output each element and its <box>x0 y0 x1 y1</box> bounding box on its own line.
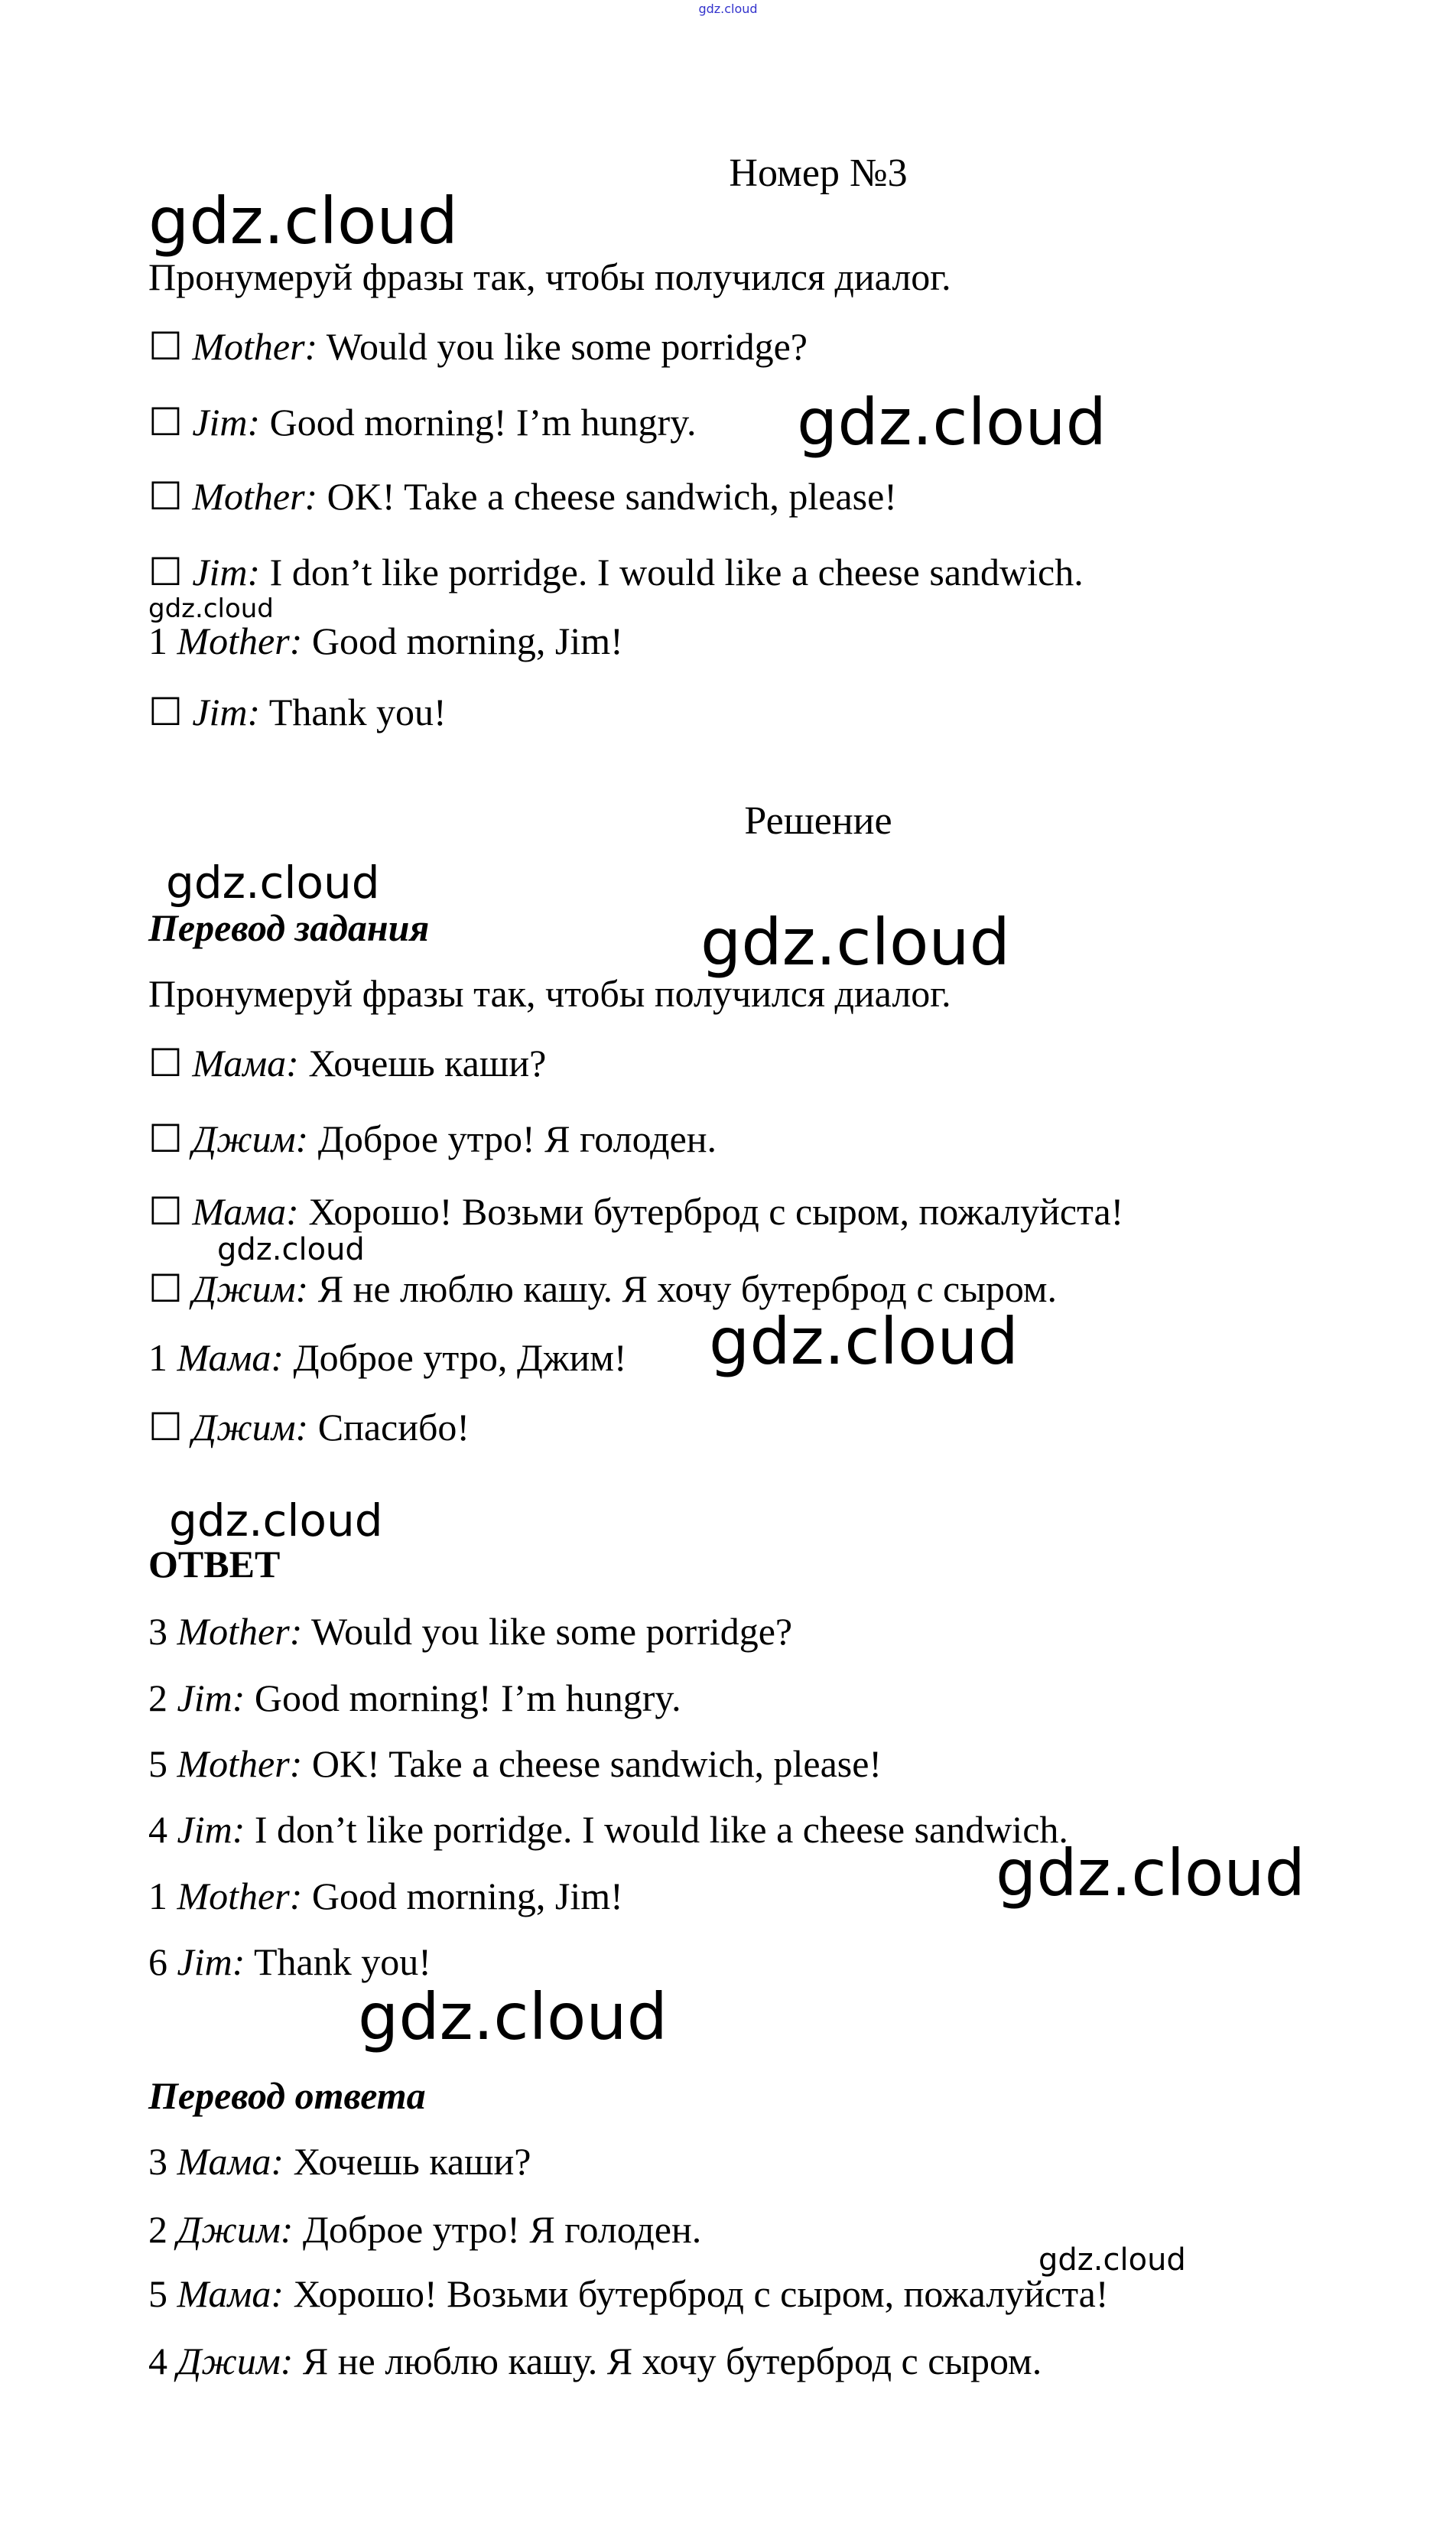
watermark: gdz.cloud <box>797 385 1107 460</box>
line-text: I don’t like porridge. I would like a cheese sandwich. <box>254 1808 1068 1851</box>
dialogue-line <box>148 2138 531 2184</box>
speaker-name: Мама: <box>192 1190 299 1233</box>
line-marker: ☐ <box>148 325 183 368</box>
speaker-name: Джим: <box>192 1267 309 1310</box>
dialogue-line <box>148 1741 882 1787</box>
dialogue-line <box>148 1675 681 1721</box>
dialogue-line <box>148 2271 1109 2317</box>
line-marker: 4 <box>148 2340 167 2382</box>
speaker-name: Мама: <box>177 2140 284 2183</box>
line-text: Я не люблю кашу. Я хочу бутерброд с сыром. <box>317 1267 1058 1310</box>
line-text: Доброе утро! Я голоден. <box>317 1117 717 1160</box>
line-text: Thank you! <box>268 691 447 733</box>
dialogue-line <box>148 1040 546 1086</box>
speaker-name: Jim: <box>177 1676 245 1719</box>
watermark: gdz.cloud <box>700 905 1010 980</box>
watermark: gdz.cloud <box>169 1494 383 1546</box>
dialogue-line <box>148 473 897 519</box>
line-text: Доброе утро, Джим! <box>293 1336 627 1379</box>
speaker-name: Mother: <box>177 1742 303 1785</box>
dialogue-line <box>148 1608 792 1654</box>
speaker-name: Mother: <box>192 475 318 518</box>
line-text: Good morning! I’m hungry. <box>269 401 697 444</box>
dialogue-line <box>148 399 696 445</box>
line-marker: 2 <box>148 1676 167 1719</box>
line-marker: ☐ <box>148 1042 183 1085</box>
speaker-name: Мама: <box>192 1042 299 1085</box>
watermark: gdz.cloud <box>996 1836 1305 1911</box>
line-text: OK! Take a cheese sandwich, please! <box>327 475 897 518</box>
line-text: Спасибо! <box>317 1406 470 1449</box>
speaker-name: Jim: <box>192 551 261 593</box>
watermark: gdz.cloud <box>148 184 458 259</box>
task-instruction: Пронумеруй фразы так, чтобы получился диалог. <box>148 255 951 298</box>
watermark: gdz.cloud <box>709 1304 1019 1379</box>
line-text: Good morning, Jim! <box>311 619 623 662</box>
line-marker: 1 <box>148 619 167 662</box>
speaker-name: Jim: <box>192 691 261 733</box>
line-text: Хочешь каши? <box>293 2140 531 2183</box>
speaker-name: Jim: <box>192 401 261 444</box>
speaker-name: Jim: <box>177 1940 245 1983</box>
speaker-name: Jim: <box>177 1808 245 1851</box>
line-marker: ☐ <box>148 475 183 518</box>
task-translation-heading: Перевод задания <box>148 906 430 949</box>
speaker-name: Мама: <box>177 2272 284 2315</box>
line-marker: 1 <box>148 1875 167 1917</box>
line-marker: ☐ <box>148 401 183 444</box>
line-marker: ☐ <box>148 1190 183 1233</box>
speaker-name: Mother: <box>177 1875 303 1917</box>
line-marker: 5 <box>148 2272 167 2315</box>
watermark: gdz.cloud <box>166 857 380 909</box>
dialogue-line <box>148 1116 717 1162</box>
speaker-name: Mother: <box>177 619 303 662</box>
line-text: Хочешь каши? <box>308 1042 547 1085</box>
solution-title: Решение <box>744 799 892 843</box>
line-text: Would you like some porridge? <box>310 1610 793 1653</box>
line-marker: 4 <box>148 1808 167 1851</box>
dialogue-line <box>148 324 808 369</box>
line-marker: 5 <box>148 1742 167 1785</box>
line-marker: ☐ <box>148 1267 183 1310</box>
line-text: Хорошо! Возьми бутерброд с сыром, пожалуйста! <box>293 2272 1109 2315</box>
line-marker: ☐ <box>148 551 183 593</box>
line-text: Хорошо! Возьми бутерброд с сыром, пожалуйста! <box>308 1190 1124 1233</box>
dialogue-line <box>148 549 1084 595</box>
line-text: Would you like some porridge? <box>326 325 808 368</box>
speaker-name: Джим: <box>177 2340 294 2382</box>
line-marker: 3 <box>148 2140 167 2183</box>
dialogue-line <box>148 689 447 735</box>
translated-instruction: Пронумеруй фразы так, чтобы получился диалог. <box>148 972 951 1015</box>
dialogue-line <box>148 2338 1042 2384</box>
speaker-name: Mother: <box>177 1610 303 1653</box>
dialogue-line <box>148 1806 1068 1852</box>
line-text: Thank you! <box>253 1940 431 1983</box>
line-marker: 1 <box>148 1336 167 1379</box>
watermark: gdz.cloud <box>217 1232 365 1267</box>
watermark-top-link[interactable]: gdz.cloud <box>698 2 758 16</box>
line-marker: 3 <box>148 1610 167 1653</box>
watermark: gdz.cloud <box>358 1979 668 2054</box>
line-marker: 2 <box>148 2208 167 2251</box>
speaker-name: Джим: <box>192 1406 309 1449</box>
dialogue-line <box>148 1404 470 1450</box>
dialogue-line <box>148 1335 627 1380</box>
dialogue-line <box>148 1873 623 1919</box>
dialogue-line <box>148 1939 431 1985</box>
watermark: gdz.cloud <box>148 593 274 624</box>
line-text: Я не люблю кашу. Я хочу бутерброд с сыром. <box>302 2340 1042 2382</box>
line-text: Доброе утро! Я голоден. <box>302 2208 702 2251</box>
speaker-name: Джим: <box>177 2208 294 2251</box>
answer-heading: ОТВЕТ <box>148 1543 281 1585</box>
answer-translation-heading: Перевод ответа <box>148 2074 426 2117</box>
line-marker: ☐ <box>148 691 183 733</box>
task-title: Номер №3 <box>729 151 908 195</box>
watermark: gdz.cloud <box>1038 2242 1186 2278</box>
line-marker: ☐ <box>148 1117 183 1160</box>
speaker-name: Mother: <box>192 325 318 368</box>
line-text: I don’t like porridge. I would like a cheese sandwich. <box>269 551 1084 593</box>
line-marker: 6 <box>148 1940 167 1983</box>
line-marker: ☐ <box>148 1406 183 1449</box>
line-text: Good morning! I’m hungry. <box>254 1676 681 1719</box>
line-text: OK! Take a cheese sandwich, please! <box>311 1742 882 1785</box>
dialogue-line <box>148 1189 1123 1234</box>
line-text: Good morning, Jim! <box>311 1875 623 1917</box>
dialogue-line <box>148 2206 701 2252</box>
speaker-name: Мама: <box>177 1336 284 1379</box>
speaker-name: Джим: <box>192 1117 309 1160</box>
